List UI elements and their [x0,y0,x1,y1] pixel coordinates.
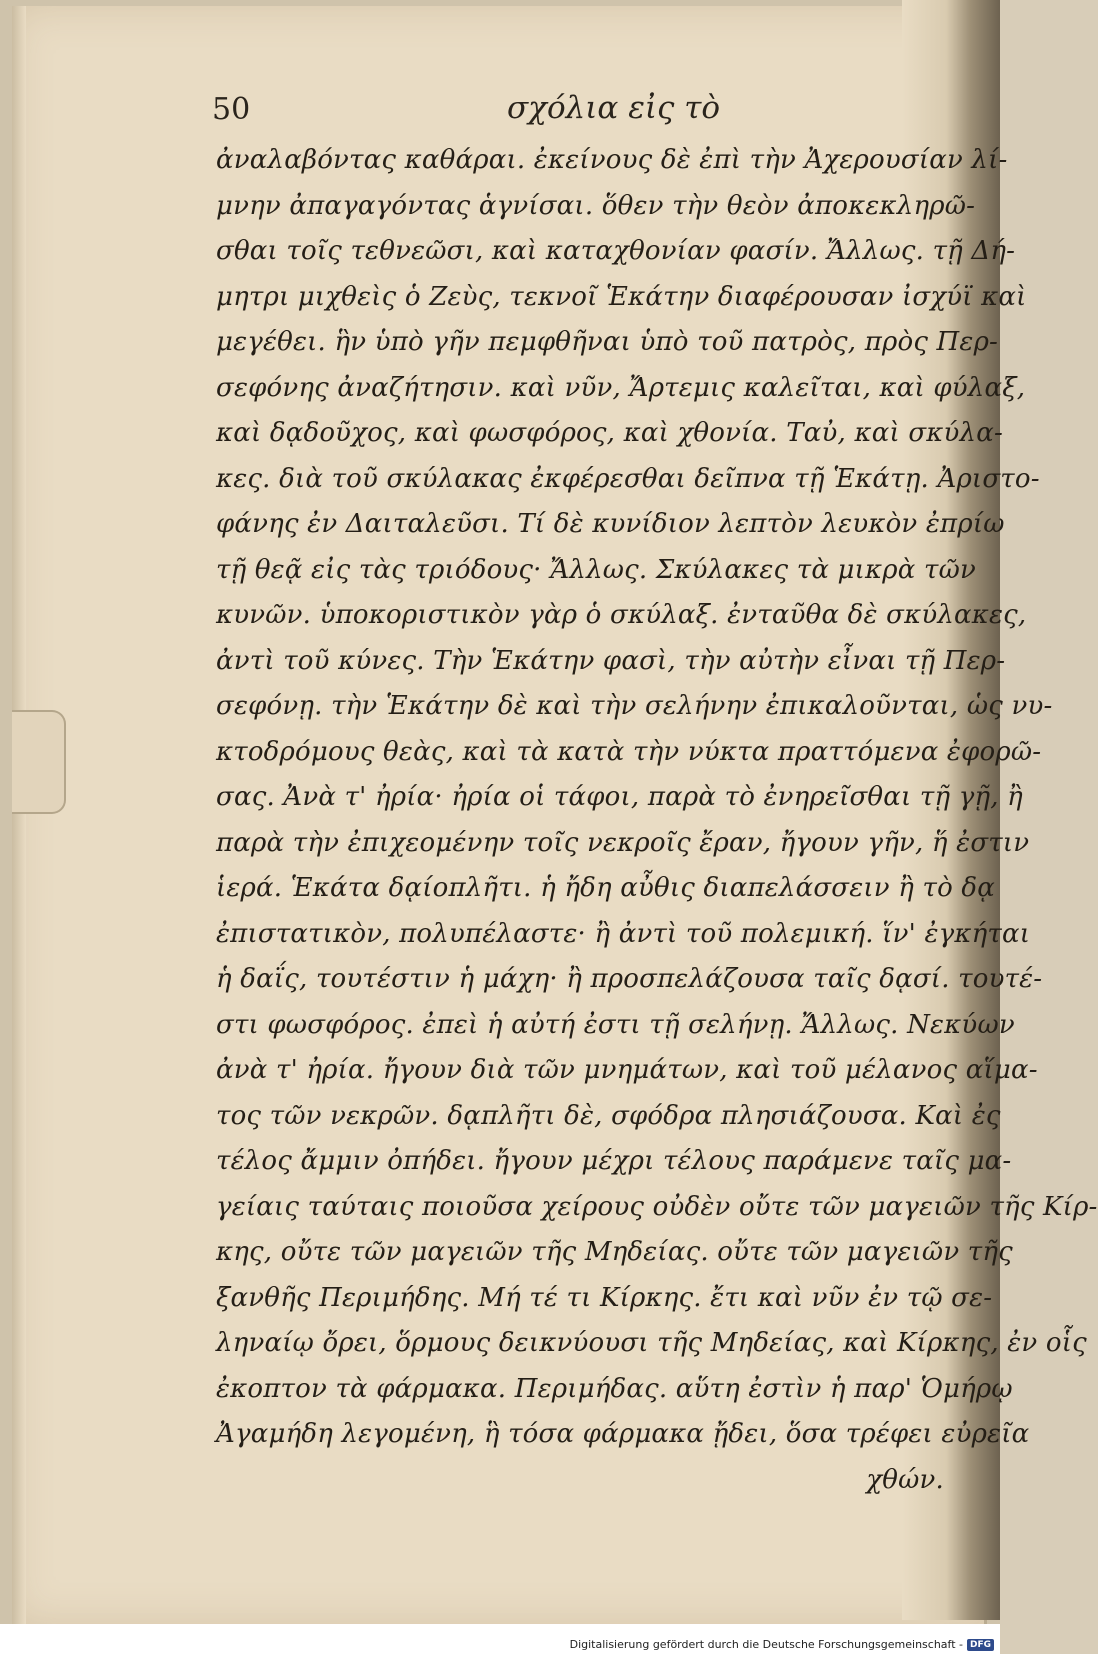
text-line: ἀντὶ τοῦ κύνες. Τὴν Ἑκάτην φασὶ, τὴν αὐτὴν εἶναι τῇ Περ- [216,645,1006,676]
text-line: τέλος ἄμμιν ὀπήδει. ἤγουν μέχρι τέλους παράμενε ταῖς μα- [216,1146,1012,1176]
digitization-credit [570,1638,994,1651]
text-line: μνην ἀπαγαγόντας ἁγνίσαι. ὅθεν τὴν θεὸν ἀποκεκληρῶ- [216,190,976,221]
text-line: κυνῶν. ὑποκοριστικὸν γὰρ ὁ σκύλαξ. ἐνταῦθα δὲ σκύλακες, [216,600,1027,630]
page-edge [12,6,26,1624]
text-line: φάνης ἐν Δαιταλεῦσι. Τί δὲ κυνίδιον λεπτὸν λευκὸν ἐπρίω [216,509,1005,539]
text-line: μητρι μιχθεὶς ὁ Ζεὺς, τεκνοῖ Ἑκάτην διαφέρουσαν ἰσχύϊ καὶ [216,281,1027,312]
text-line: ἀναλαβόντας καθάραι. ἐκείνους δὲ ἐπὶ τὴν Ἀχερουσίαν λί- [216,145,1008,175]
text-line: σθαι τοῖς τεθνεῶσι, καὶ καταχθονίαν φασίν. Ἄλλως. τῇ Δή- [216,236,1016,266]
text-line: ἱερά. Ἑκάτα δᾳίοπλῆτι. ἡ ἤδη αὖθις διαπελάσσειν ἢ τὸ δᾳ [216,873,996,903]
text-line: καὶ δᾳδοῦχος, καὶ φωσφόρος, καὶ χθονία. Ταὐ, καὶ σκύλα- [216,418,1003,448]
page-tab-mark [12,710,66,814]
text-line: ἡ δαΐς, τουτέστιν ἡ μάχη· ἢ προσπελάζουσα ταῖς δᾳσί. τουτέ- [216,964,1043,994]
text-line: στι φωσφόρος. ἐπεὶ ἡ αὐτή ἐστι τῇ σελήνῃ. Ἄλλως. Νεκύων [216,1009,1015,1040]
page-header [212,92,752,136]
text-line: κτοδρόμους θεὰς, καὶ τὰ κατὰ τὴν νύκτα πραττόμενα ἐφορῶ- [216,736,1042,767]
text-line: σας. Ἀνὰ τ' ἠρία· ἠρία οἱ τάφοι, παρὰ τὸ ἐνηρεῖσθαι τῇ γῇ, ἢ [216,782,1023,812]
text-line: ἐκοπτον τὰ φάρμακα. Περιμήδας. αὕτη ἐστὶν ἡ παρ' Ὁμήρῳ [216,1373,1013,1404]
running-head: σχόλια εἰς τὸ [507,90,721,126]
dfg-logo: DFG [967,1639,994,1651]
text-line: τῇ θεᾷ εἰς τὰς τριόδους· Ἄλλως. Σκύλακες τὰ μικρὰ τῶν [216,554,976,585]
text-line: σεφόνης ἀναζήτησιν. καὶ νῦν, Ἄρτεμις καλεῖται, καὶ φύλαξ, [216,372,1026,403]
text-line: γείαις ταύταις ποιοῦσα χείρους οὐδὲν οὔτε τῶν μαγειῶν τῆς Κίρ- [216,1191,1098,1222]
text-line: παρὰ τὴν ἐπιχεομένην τοῖς νεκροῖς ἔραν, ἤγουν γῆν, ἥ ἐστιν [216,827,1030,858]
text-line: χθών. [866,1464,944,1495]
text-line: ξανθῆς Περιμήδης. Μή τέ τι Κίρκης. ἔτι καὶ νῦν ἐν τῷ σε- [216,1282,993,1313]
text-line: κες. διὰ τοῦ σκύλακας ἐκφέρεσθαι δεῖπνα τῇ Ἑκάτῃ. Ἀριστο- [216,463,1040,494]
text-line: τος τῶν νεκρῶν. δᾳπλῆτι δὲ, σφόδρα πλησιάζουσα. Καὶ ἐς [216,1100,1001,1131]
text-line: σεφόνῃ. τὴν Ἑκάτην δὲ καὶ τὴν σελήνην ἐπικαλοῦνται, ὡς νυ- [216,691,1053,721]
text-block [216,138,1098,1503]
text-line: Ἀγαμήδη λεγομένη, ἣ τόσα φάρμακα ᾔδει, ὅσα τρέφει εὐρεῖα [216,1419,1030,1449]
text-line: κης, οὔτε τῶν μαγειῶν τῆς Μηδείας. οὔτε τῶν μαγειῶν τῆς [216,1237,1013,1267]
text-line: μεγέθει. ἣν ὑπὸ γῆν πεμφθῆναι ὑπὸ τοῦ πατρὸς, πρὸς Περ- [216,327,999,357]
text-line: ἐπιστατικὸν, πολυπέλαστε· ἢ ἀντὶ τοῦ πολεμική. ἵν' ἐγκήται [216,918,1031,949]
text-line: ἀνὰ τ' ἠρία. ἤγουν διὰ τῶν μνημάτων, καὶ τοῦ μέλανος αἵμα- [216,1055,1038,1085]
text-line: ληναίῳ ὄρει, ὅρμους δεικνύουσι τῆς Μηδείας, καὶ Κίρκης, ἐν οἷς [216,1328,1087,1358]
page-number: 50 [212,92,251,127]
credit-text: Digitalisierung gefördert durch die Deutsche Forschungsgemeinschaft - [569,1638,963,1651]
